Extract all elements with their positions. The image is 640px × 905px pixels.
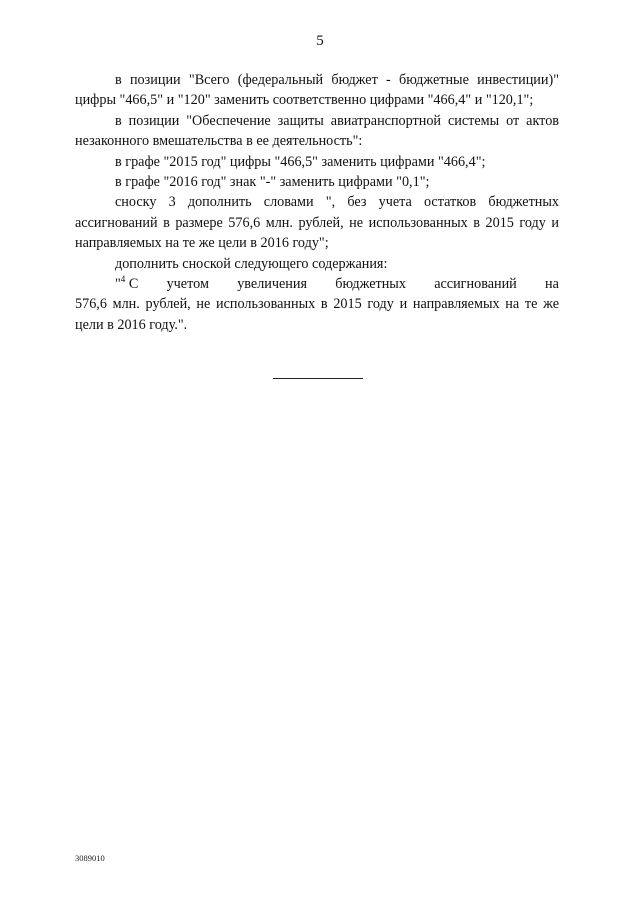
document-code: 3089010 [75,853,105,863]
footnote-word: на [545,276,559,293]
footnote-word: С [128,276,139,293]
paragraph-2015-column: в графе "2015 год" цифры "466,5" заменить цифрами "466,4"; [115,153,486,170]
footnote-word: увеличения [237,276,308,293]
footnote-4-lead [115,274,138,294]
paragraph-aviation-security-position: в позиции "Обеспечение защиты авиатранспортной системы от актов незаконного вмешательства в ее деятельность": [75,112,559,150]
paragraph-2016-column: в графе "2016 год" знак "-" заменить цифрами "0,1"; [115,174,430,191]
paragraph-add-footnote: дополнить сноской следующего содержания: [115,255,388,272]
footnote-word: бюджетных [335,276,406,293]
document-body [75,70,559,335]
paragraph-footnote-3-amendment: сноску 3 дополнить словами ", без учета остатков бюджетных ассигнований в размере 576,6 млн. рублей, не использованных в 2015 году и направляемых на те же цели в 2016 году"; [75,194,559,252]
footnote-word: ассигнований [434,276,517,293]
page-number: 5 [316,33,324,49]
footnote-open-quote: " [115,276,121,293]
end-separator-line [273,378,363,379]
footnote-marker: 4 [120,274,126,285]
footnote-4-first-line [75,274,559,294]
paragraph-total-position: в позиции "Всего (федеральный бюджет - бюджетные инвестиции)" цифры "466,5" и "120" заменить соответственно цифрами "466,4" и "120,1"; [75,72,559,109]
footnote-4-continuation: 576,6 млн. рублей, не использованных в 2015 году и направляемых на те же цели в 2016 году.". [75,296,559,333]
footnote-word: учетом [166,276,209,293]
